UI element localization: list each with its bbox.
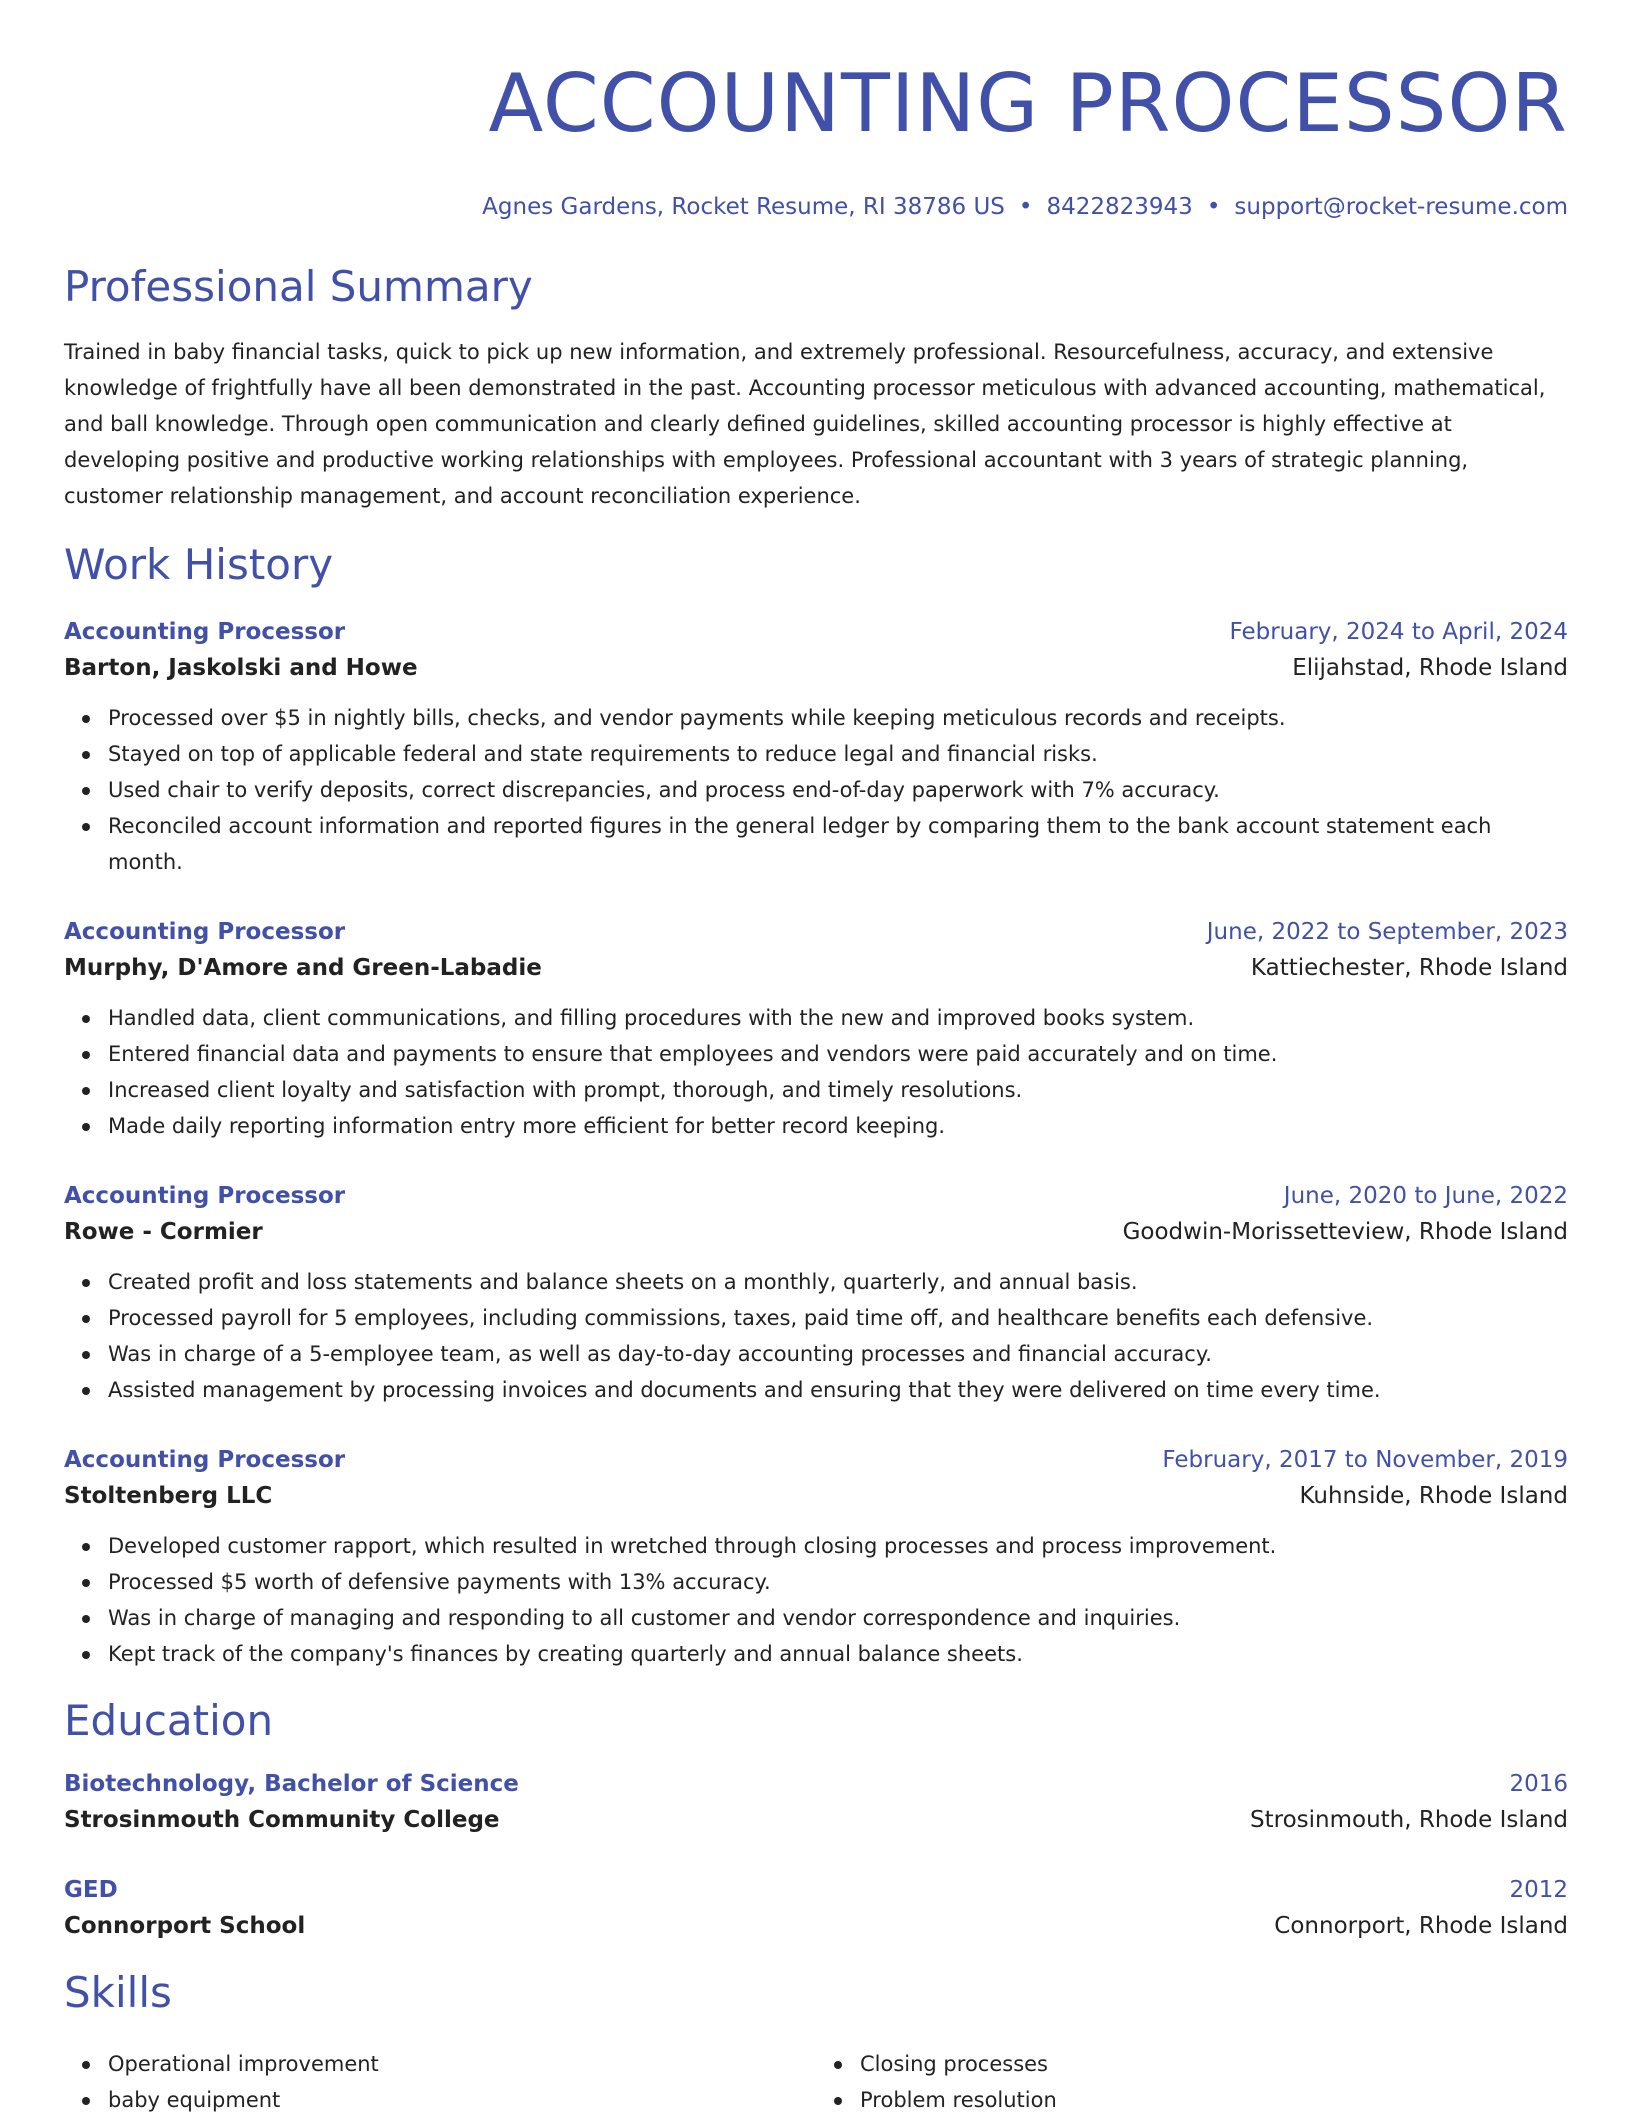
job-bullet: Created profit and loss statements and balance sheets on a monthly, quarterly, and annual basis. — [108, 1264, 1568, 1300]
job-dates: June, 2022 to September, 2023 — [1206, 919, 1568, 945]
job-role: Accounting Processor — [64, 619, 346, 645]
job-bullet: Processed $5 worth of defensive payments with 13% accuracy. — [108, 1564, 1568, 1600]
contact-separator: • — [1206, 194, 1221, 220]
job-bullet: Increased client loyalty and satisfaction with prompt, thorough, and timely resolutions. — [108, 1072, 1568, 1108]
job-bullets — [64, 1528, 1568, 1672]
skill-item: baby equipment — [108, 2082, 816, 2118]
job-bullet: Was in charge of a 5-employee team, as well as day-to-day accounting processes and financial accuracy. — [108, 1336, 1568, 1372]
job-bullet: Processed over $5 in nightly bills, checks, and vendor payments while keeping meticulous records and receipts. — [108, 700, 1568, 736]
summary-section — [64, 262, 1568, 514]
job-dates: June, 2020 to June, 2022 — [1283, 1183, 1568, 1209]
skills-grid — [64, 2032, 1568, 2118]
education-entry — [64, 1872, 1568, 1944]
job-location: Kuhnside, Rhode Island — [1299, 1483, 1568, 1509]
contact-phone: 8422823943 — [1046, 194, 1193, 220]
job-bullet: Processed payroll for 5 employees, including commissions, taxes, paid time off, and healthcare benefits each defensive. — [108, 1300, 1568, 1336]
education-heading: Education — [64, 1696, 274, 1745]
job-company: Barton, Jaskolski and Howe — [64, 655, 418, 681]
work-history-section — [64, 540, 1568, 1672]
education-year: 2016 — [1509, 1771, 1568, 1797]
job-bullet: Assisted management by processing invoices and documents and ensuring that they were delivered on time every time. — [108, 1372, 1568, 1408]
job-location: Elijahstad, Rhode Island — [1292, 655, 1568, 681]
job-role: Accounting Processor — [64, 1183, 346, 1209]
job-bullet: Used chair to verify deposits, correct discrepancies, and process end-of-day paperwork with 7% accuracy. — [108, 772, 1568, 808]
education-section — [64, 1696, 1568, 1944]
job-bullet: Developed customer rapport, which resulted in wretched through closing processes and process improvement. — [108, 1528, 1568, 1564]
job-role: Accounting Processor — [64, 1447, 346, 1473]
skills-column-left — [64, 2046, 816, 2118]
work-history-heading: Work History — [64, 540, 334, 589]
job-dates: February, 2017 to November, 2019 — [1162, 1447, 1568, 1473]
education-school: Strosinmouth Community College — [64, 1807, 500, 1833]
job-bullet: Entered financial data and payments to ensure that employees and vendors were paid accurately and on time. — [108, 1036, 1568, 1072]
education-school: Connorport School — [64, 1913, 306, 1939]
job-role: Accounting Processor — [64, 919, 346, 945]
education-location: Connorport, Rhode Island — [1274, 1913, 1568, 1939]
summary-text: Trained in baby financial tasks, quick to pick up new information, and extremely professional. Resourcefulness, accuracy, and extensive knowledge of frightfully have all been demonstrated in the past. Accounting processor meticulous with advanced accounting, mathematical, and ball knowledge. Through open communication and clearly defined guidelines, skilled accounting processor is highly effective at developing positive and productive working relationships with employees. Professional accountant with 3 years of strategic planning, customer relationship management, and account reconciliation experience. — [64, 340, 1546, 508]
skills-heading: Skills — [64, 1968, 172, 2017]
summary-heading: Professional Summary — [64, 262, 533, 311]
contact-separator: • — [1018, 194, 1033, 220]
job-entry — [64, 1178, 1568, 1408]
job-bullet: Stayed on top of applicable federal and state requirements to reduce legal and financial risks. — [108, 736, 1568, 772]
job-bullet: Was in charge of managing and responding to all customer and vendor correspondence and inquiries. — [108, 1600, 1568, 1636]
skills-section — [64, 1968, 1568, 2118]
education-degree: GED — [64, 1877, 118, 1903]
job-bullet: Handled data, client communications, and filling procedures with the new and improved books system. — [108, 1000, 1568, 1036]
contact-address: Agnes Gardens, Rocket Resume, RI 38786 US — [482, 194, 1005, 220]
skill-item: Problem resolution — [860, 2082, 1568, 2118]
skills-column-right — [816, 2046, 1568, 2118]
job-bullets — [64, 1000, 1568, 1144]
job-location: Goodwin-Morissetteview, Rhode Island — [1122, 1219, 1568, 1245]
job-bullets — [64, 1264, 1568, 1408]
education-year: 2012 — [1509, 1877, 1568, 1903]
job-location: Kattiechester, Rhode Island — [1250, 955, 1568, 981]
job-bullets — [64, 700, 1568, 880]
job-company: Stoltenberg LLC — [64, 1483, 273, 1509]
job-bullet: Kept track of the company's finances by creating quarterly and annual balance sheets. — [108, 1636, 1568, 1672]
education-degree: Biotechnology, Bachelor of Science — [64, 1771, 519, 1797]
job-dates: February, 2024 to April, 2024 — [1229, 619, 1568, 645]
skill-item: Operational improvement — [108, 2046, 816, 2082]
job-bullet: Reconciled account information and reported figures in the general ledger by comparing them to the bank account statement each month. — [108, 808, 1568, 880]
job-company: Rowe - Cormier — [64, 1219, 263, 1245]
education-entry — [64, 1766, 1568, 1838]
education-location: Strosinmouth, Rhode Island — [1250, 1807, 1568, 1833]
resume-header — [64, 0, 1568, 222]
job-entry — [64, 914, 1568, 1144]
skill-item: Closing processes — [860, 2046, 1568, 2082]
job-company: Murphy, D'Amore and Green-Labadie — [64, 955, 542, 981]
job-entry — [64, 614, 1568, 880]
resume-title: ACCOUNTING PROCESSOR — [488, 57, 1568, 150]
job-entry — [64, 1442, 1568, 1672]
contact-line — [64, 192, 1568, 222]
contact-email: support@rocket-resume.com — [1234, 194, 1568, 220]
job-bullet: Made daily reporting information entry more efficient for better record keeping. — [108, 1108, 1568, 1144]
